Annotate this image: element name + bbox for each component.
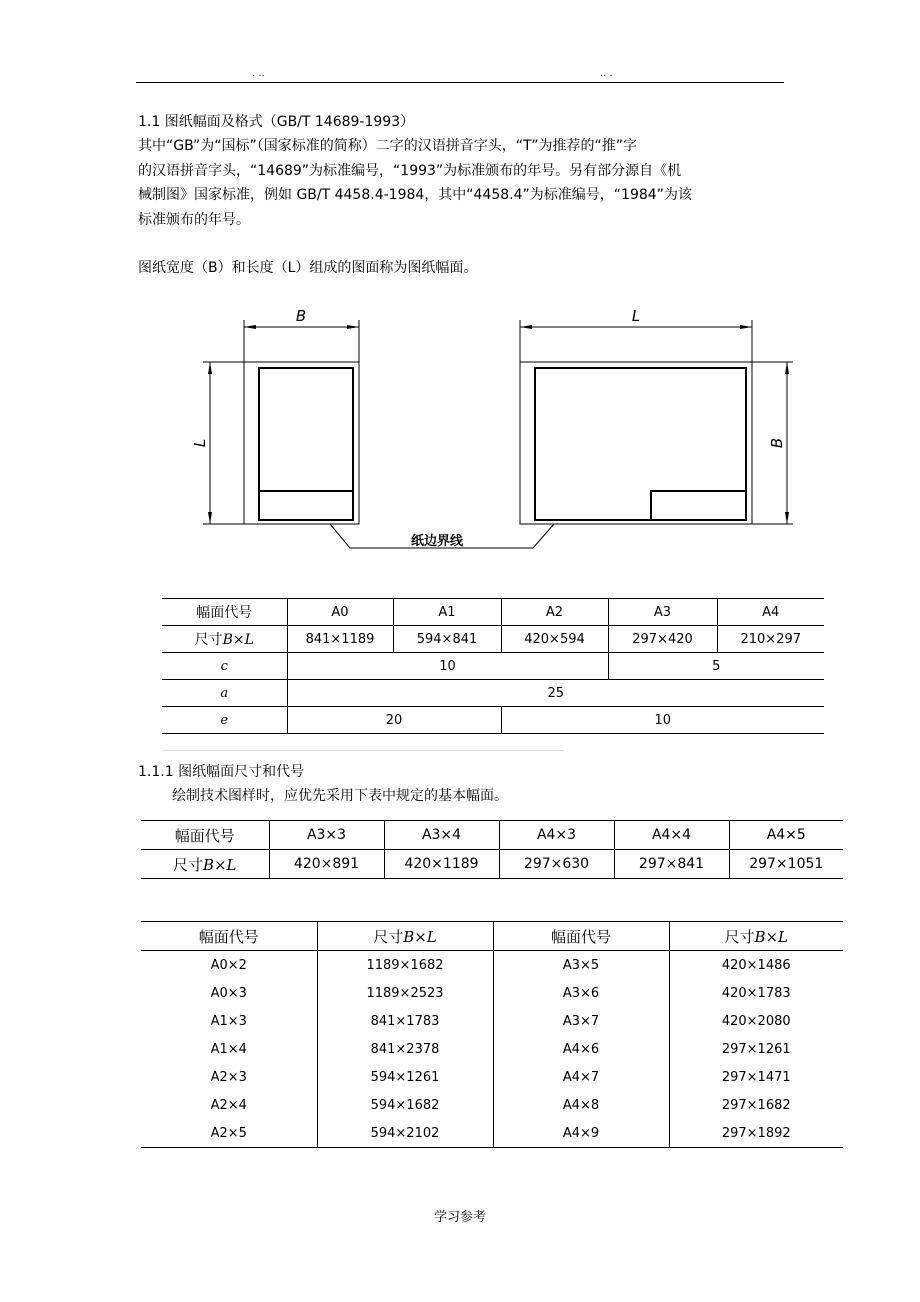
- table-cell: A4×6: [493, 1035, 669, 1063]
- table-row: [141, 1119, 843, 1148]
- table-cell: A4×3: [499, 821, 614, 850]
- section-title: 1.1 图纸幅面及格式（GB/T 14689-1993）: [138, 114, 415, 130]
- table-header-e: e: [162, 707, 287, 734]
- table-cell: 297×1682: [721, 1097, 791, 1113]
- table-cell: A4×4: [614, 821, 729, 850]
- table-cell: A2×5: [141, 1119, 317, 1148]
- dim-label-l-side: L: [191, 438, 209, 448]
- table-header-code: 幅面代号: [493, 922, 669, 951]
- table-cell: A3×4: [384, 821, 499, 850]
- table-cell: 1189×1682: [317, 951, 493, 980]
- dim-label-b-side: B: [768, 437, 786, 449]
- dim-label-l-top: L: [631, 307, 641, 325]
- table-cell: 594×2102: [317, 1119, 493, 1148]
- landscape-title-block: [651, 491, 746, 520]
- paragraph-line: 其中“GB”为“国标”（国家标准的简称）二字的汉语拼音字头，“T”为推荐的“推”字: [138, 138, 637, 154]
- table-row: [141, 951, 843, 980]
- table-header-code: 幅面代号: [141, 922, 317, 951]
- table-cell: 297×1051: [749, 856, 824, 872]
- portrait-sheet-border: [244, 362, 359, 524]
- paragraph-line: 标准颁布的年号。: [138, 211, 250, 228]
- table-row: [141, 1035, 843, 1063]
- size-var: B×L: [403, 927, 437, 946]
- table-cell: 841×1189: [287, 626, 393, 653]
- table-cell: 25: [287, 680, 824, 707]
- table-cell: 297×1261: [721, 1041, 791, 1057]
- table-cell: A3×5: [493, 951, 669, 980]
- table-cell: A0×2: [141, 951, 317, 980]
- divider: [162, 750, 564, 751]
- header-marks-left: . ..: [252, 68, 265, 79]
- table-cell: 297×420: [608, 626, 717, 653]
- table-cell: A3×3: [269, 821, 384, 850]
- table-cell: 594×1682: [317, 1091, 493, 1119]
- size-var: B×L: [202, 855, 237, 874]
- table-cell: 210×297: [717, 626, 824, 653]
- table-cell: 594×1261: [317, 1063, 493, 1091]
- table-cell: A0×3: [141, 979, 317, 1007]
- diagram-caption: 纸边界线: [410, 534, 464, 549]
- table-row: [141, 979, 843, 1007]
- table-cell: 420×891: [269, 850, 384, 879]
- landscape-sheet-border: [520, 362, 752, 524]
- table-header-code: 幅面代号: [162, 599, 287, 626]
- table-cell: A1×3: [141, 1007, 317, 1035]
- paper-format-diagram: [0, 0, 920, 560]
- table-cell: A3: [608, 599, 717, 626]
- size-var: B×L: [222, 632, 254, 648]
- table-cell: A3×7: [493, 1007, 669, 1035]
- table-cell: 420×2080: [721, 1013, 791, 1029]
- table-cell: A4: [717, 599, 824, 626]
- table-cell: A4×7: [493, 1063, 669, 1091]
- size-label: 尺寸: [373, 927, 404, 946]
- table-cell: 841×2378: [317, 1035, 493, 1063]
- table-cell: A4×8: [493, 1091, 669, 1119]
- table-cell: 297×841: [614, 850, 729, 879]
- table-cell: 841×1783: [317, 1007, 493, 1035]
- extended-format-table: [141, 820, 843, 879]
- table-cell: 5: [608, 653, 824, 680]
- table-cell: A2: [501, 599, 608, 626]
- table-header-size: [141, 850, 269, 879]
- table-cell: 20: [287, 707, 501, 734]
- table-cell: 10: [654, 712, 672, 728]
- table-cell: A2×3: [141, 1063, 317, 1091]
- diagram-intro: 图纸宽度（B）和长度（L）组成的图面称为图纸幅面。: [138, 260, 478, 276]
- size-label: 尺寸: [194, 632, 223, 648]
- table-row: [141, 1091, 843, 1119]
- header-marks-right: .. .: [600, 68, 613, 79]
- size-var: B×L: [754, 927, 789, 946]
- table-cell: 594×841: [393, 626, 501, 653]
- table-cell: 420×1189: [384, 850, 499, 879]
- paragraph-line: 的汉语拼音字头，“14689”为标准编号，“1993”为标准颁布的年号。另有部分源自《机: [138, 162, 682, 179]
- subsection-text: 绘制技术图样时，应优先采用下表中规定的基本幅面。: [172, 788, 508, 804]
- table-cell: 420×1783: [721, 985, 791, 1001]
- table-cell: 420×1486: [721, 957, 791, 973]
- paragraph-line: 械制图》国家标准，例如 GB/T 4458.4-1984，其中“4458.4”为标准编号，“1984”为该: [138, 187, 692, 203]
- table-cell: A4×5: [729, 821, 843, 850]
- table-header-size: [669, 922, 843, 951]
- table-cell: 297×1471: [721, 1069, 791, 1085]
- size-label: 尺寸: [172, 855, 203, 874]
- table-row: [141, 1007, 843, 1035]
- table-cell: A1×4: [141, 1035, 317, 1063]
- table-header-size: [317, 922, 493, 951]
- dim-label-b-top: B: [295, 307, 307, 325]
- multiple-format-table: [141, 921, 843, 1148]
- subsection-title: 1.1.1 图纸幅面尺寸和代号: [138, 764, 305, 780]
- table-cell: A2×4: [141, 1091, 317, 1119]
- table-cell: 297×630: [499, 850, 614, 879]
- table-cell: 1189×2523: [317, 979, 493, 1007]
- table-cell: 420×594: [501, 626, 608, 653]
- table-row: [141, 1063, 843, 1091]
- table-header-c: c: [162, 653, 287, 680]
- table-cell: A0: [287, 599, 393, 626]
- landscape-frame: [535, 368, 746, 520]
- page-footer: 学习参考: [433, 1210, 486, 1225]
- table-cell: A3×6: [493, 979, 669, 1007]
- table-cell: 10: [287, 653, 608, 680]
- table-cell: 297×1892: [721, 1125, 791, 1141]
- table-header-code: 幅面代号: [141, 821, 269, 850]
- table-cell: A4×9: [493, 1119, 669, 1148]
- table-header-size: [162, 626, 287, 653]
- table-header-a: a: [162, 680, 287, 707]
- portrait-frame: [259, 368, 353, 520]
- format-table: [162, 598, 824, 734]
- size-label: 尺寸: [724, 927, 755, 946]
- table-cell: A1: [393, 599, 501, 626]
